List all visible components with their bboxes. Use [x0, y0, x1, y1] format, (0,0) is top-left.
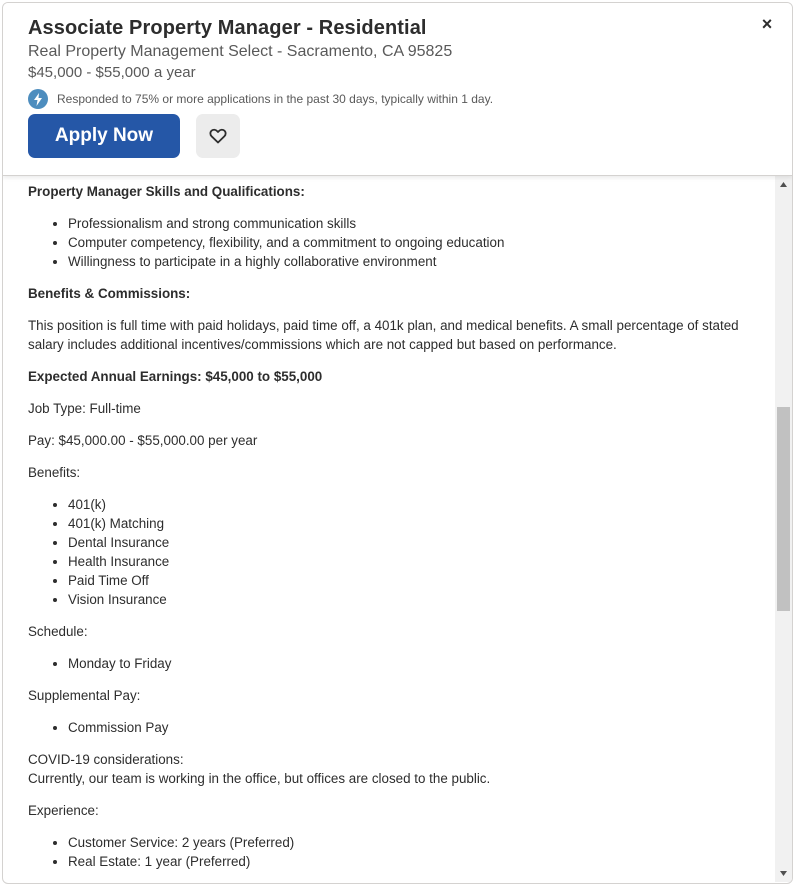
benefits-heading: Benefits & Commissions:	[28, 286, 191, 301]
experience-label: Experience:	[28, 803, 99, 818]
pay: Pay: $45,000.00 - $55,000.00 per year	[28, 433, 258, 448]
list-item: • Dental Insurance	[68, 533, 750, 552]
skills-list	[28, 214, 750, 271]
job-description-scroll-area[interactable]	[3, 176, 775, 882]
scroll-down-arrow-icon[interactable]	[775, 865, 792, 882]
list-item: • Commission Pay	[68, 718, 750, 737]
list-item: • Paid Time Off	[68, 571, 750, 590]
responsiveness-note	[28, 89, 493, 109]
job-description	[3, 182, 775, 871]
list-item: • Health Insurance	[68, 552, 750, 571]
heart-icon	[209, 128, 227, 144]
skills-heading: Property Manager Skills and Qualifications:	[28, 184, 305, 199]
job-detail-panel	[2, 2, 793, 884]
save-job-button[interactable]	[196, 114, 240, 158]
responsiveness-text: Responded to 75% or more applications in the past 30 days, typically within 1 day.	[57, 92, 494, 106]
scroll-up-arrow-icon[interactable]	[775, 176, 792, 193]
expected-earnings: Expected Annual Earnings: $45,000 to $55,000	[28, 369, 323, 384]
schedule-list	[28, 654, 750, 673]
close-button[interactable]	[756, 13, 778, 35]
vertical-scrollbar[interactable]	[775, 176, 792, 882]
job-title: Associate Property Manager - Residential	[28, 17, 427, 39]
list-item: • Real Estate: 1 year (Preferred)	[68, 852, 750, 871]
salary-range: $45,000 - $55,000 a year	[28, 64, 196, 81]
list-item: • Vision Insurance	[68, 590, 750, 609]
benefits-label: Benefits:	[28, 465, 81, 480]
list-item: • 401(k) Matching	[68, 514, 750, 533]
list-item: • Computer competency, flexibility, and a commitment to ongoing education	[68, 233, 750, 252]
job-header	[3, 3, 792, 176]
supplemental-pay-label: Supplemental Pay:	[28, 688, 141, 703]
benefits-list	[28, 495, 750, 609]
list-item: • Willingness to participate in a highly collaborative environment	[68, 252, 750, 271]
list-item: • 401(k)	[68, 495, 750, 514]
lightning-bolt-icon	[28, 89, 48, 109]
list-item: • Monday to Friday	[68, 654, 750, 673]
job-type: Job Type: Full-time	[28, 401, 141, 416]
experience-list	[28, 833, 750, 871]
schedule-label: Schedule:	[28, 624, 88, 639]
list-item: • Professionalism and strong communication skills	[68, 214, 750, 233]
list-item: • Customer Service: 2 years (Preferred)	[68, 833, 750, 852]
company-location: Real Property Management Select - Sacramento, CA 95825	[28, 43, 453, 60]
supplemental-pay-list	[28, 718, 750, 737]
apply-now-button[interactable]: Apply Now	[28, 114, 180, 158]
scrollbar-thumb[interactable]	[777, 407, 790, 611]
covid-text: Currently, our team is working in the office, but offices are closed to the public.	[28, 771, 491, 786]
benefits-paragraph: This position is full time with paid holidays, paid time off, a 401k plan, and medical benefits. A small percentage of stated salary includes additional incentives/commissions which are not capped but based on performance.	[28, 318, 739, 352]
covid-label: COVID-19 considerations:	[28, 752, 184, 767]
close-icon: ×	[761, 14, 773, 34]
